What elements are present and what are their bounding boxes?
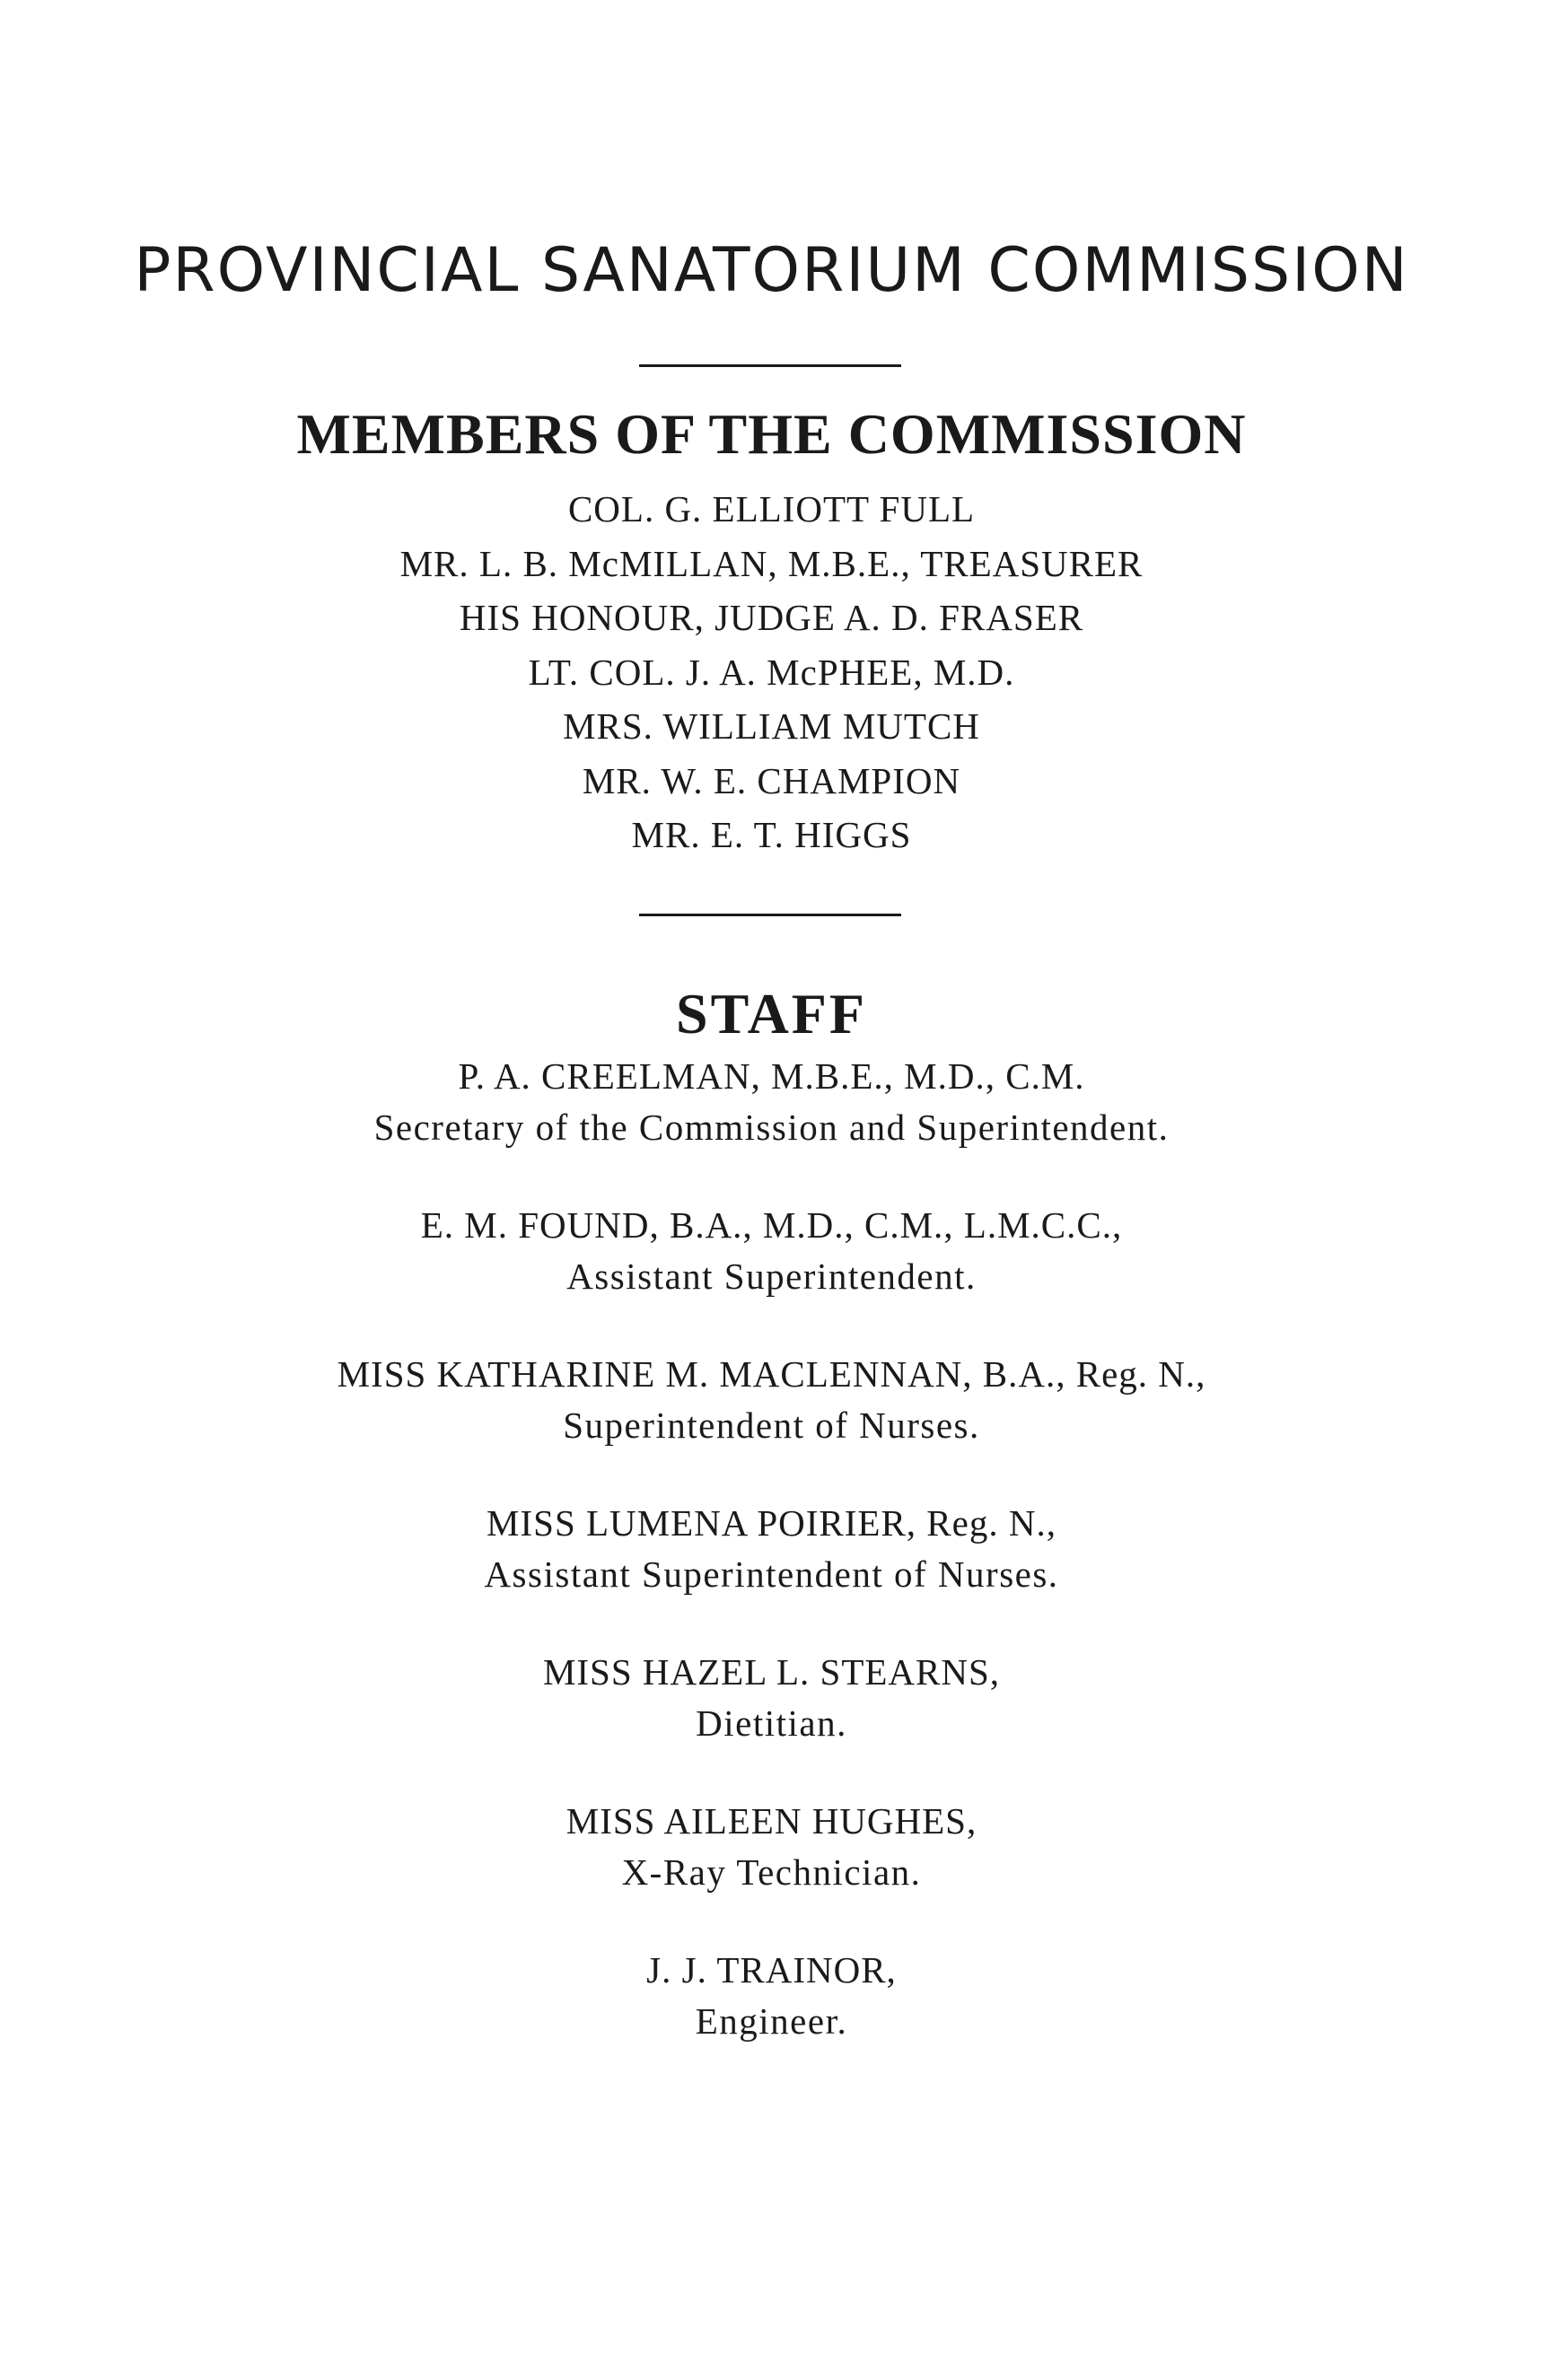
staff-name: MISS LUMENA POIRIER, Reg. N., <box>487 1502 1056 1544</box>
staff-entry <box>0 1796 1543 1898</box>
member-name: MRS. WILLIAM MUTCH <box>563 705 980 747</box>
staff-entry <box>0 1647 1543 1749</box>
staff-name: MISS HAZEL L. STEARNS, <box>542 1651 1001 1693</box>
staff-role: Dietitian. <box>696 1702 847 1744</box>
member-name: LT. COL. J. A. McPHEE, M.D. <box>528 651 1015 693</box>
staff-name: MISS AILEEN HUGHES, <box>565 1800 978 1842</box>
staff-role: Engineer. <box>695 2000 848 2042</box>
staff-entry <box>0 1349 1543 1451</box>
staff-entry <box>0 1200 1543 1302</box>
staff-role: Secretary of the Commission and Superintendent. <box>373 1107 1170 1148</box>
staff-role: X-Ray Technician. <box>621 1851 922 1893</box>
divider-rule <box>639 914 901 916</box>
staff-name: E. M. FOUND, B.A., M.D., C.M., L.M.C.C., <box>420 1204 1123 1246</box>
members-list <box>0 482 1543 862</box>
staff-name: P. A. CREELMAN, M.B.E., M.D., C.M. <box>458 1055 1085 1097</box>
staff-entry <box>0 1498 1543 1600</box>
staff-entry <box>0 1945 1543 2047</box>
members-heading: MEMBERS OF THE COMMISSION <box>296 402 1247 466</box>
staff-heading: STAFF <box>676 982 867 1046</box>
staff-role: Assistant Superintendent of Nurses. <box>484 1553 1059 1595</box>
member-name: MR. W. E. CHAMPION <box>582 759 961 801</box>
member-name: MR. L. B. McMILLAN, M.B.E., TREASURER <box>399 542 1144 584</box>
staff-name: J. J. TRAINOR, <box>646 1949 897 1991</box>
member-name: HIS HONOUR, JUDGE A. D. FRASER <box>459 597 1084 638</box>
page-title: PROVINCIAL SANATORIUM COMMISSION <box>134 235 1409 306</box>
staff-entry <box>0 1051 1543 1153</box>
divider-rule <box>639 364 901 367</box>
staff-role: Superintendent of Nurses. <box>563 1404 980 1446</box>
member-name: MR. E. T. HIGGS <box>631 814 912 855</box>
staff-role: Assistant Superintendent. <box>566 1256 977 1297</box>
staff-list <box>0 1051 1543 2094</box>
member-name: COL. G. ELLIOTT FULL <box>567 488 976 529</box>
staff-name: MISS KATHARINE M. MACLENNAN, B.A., Reg. N., <box>337 1353 1206 1395</box>
